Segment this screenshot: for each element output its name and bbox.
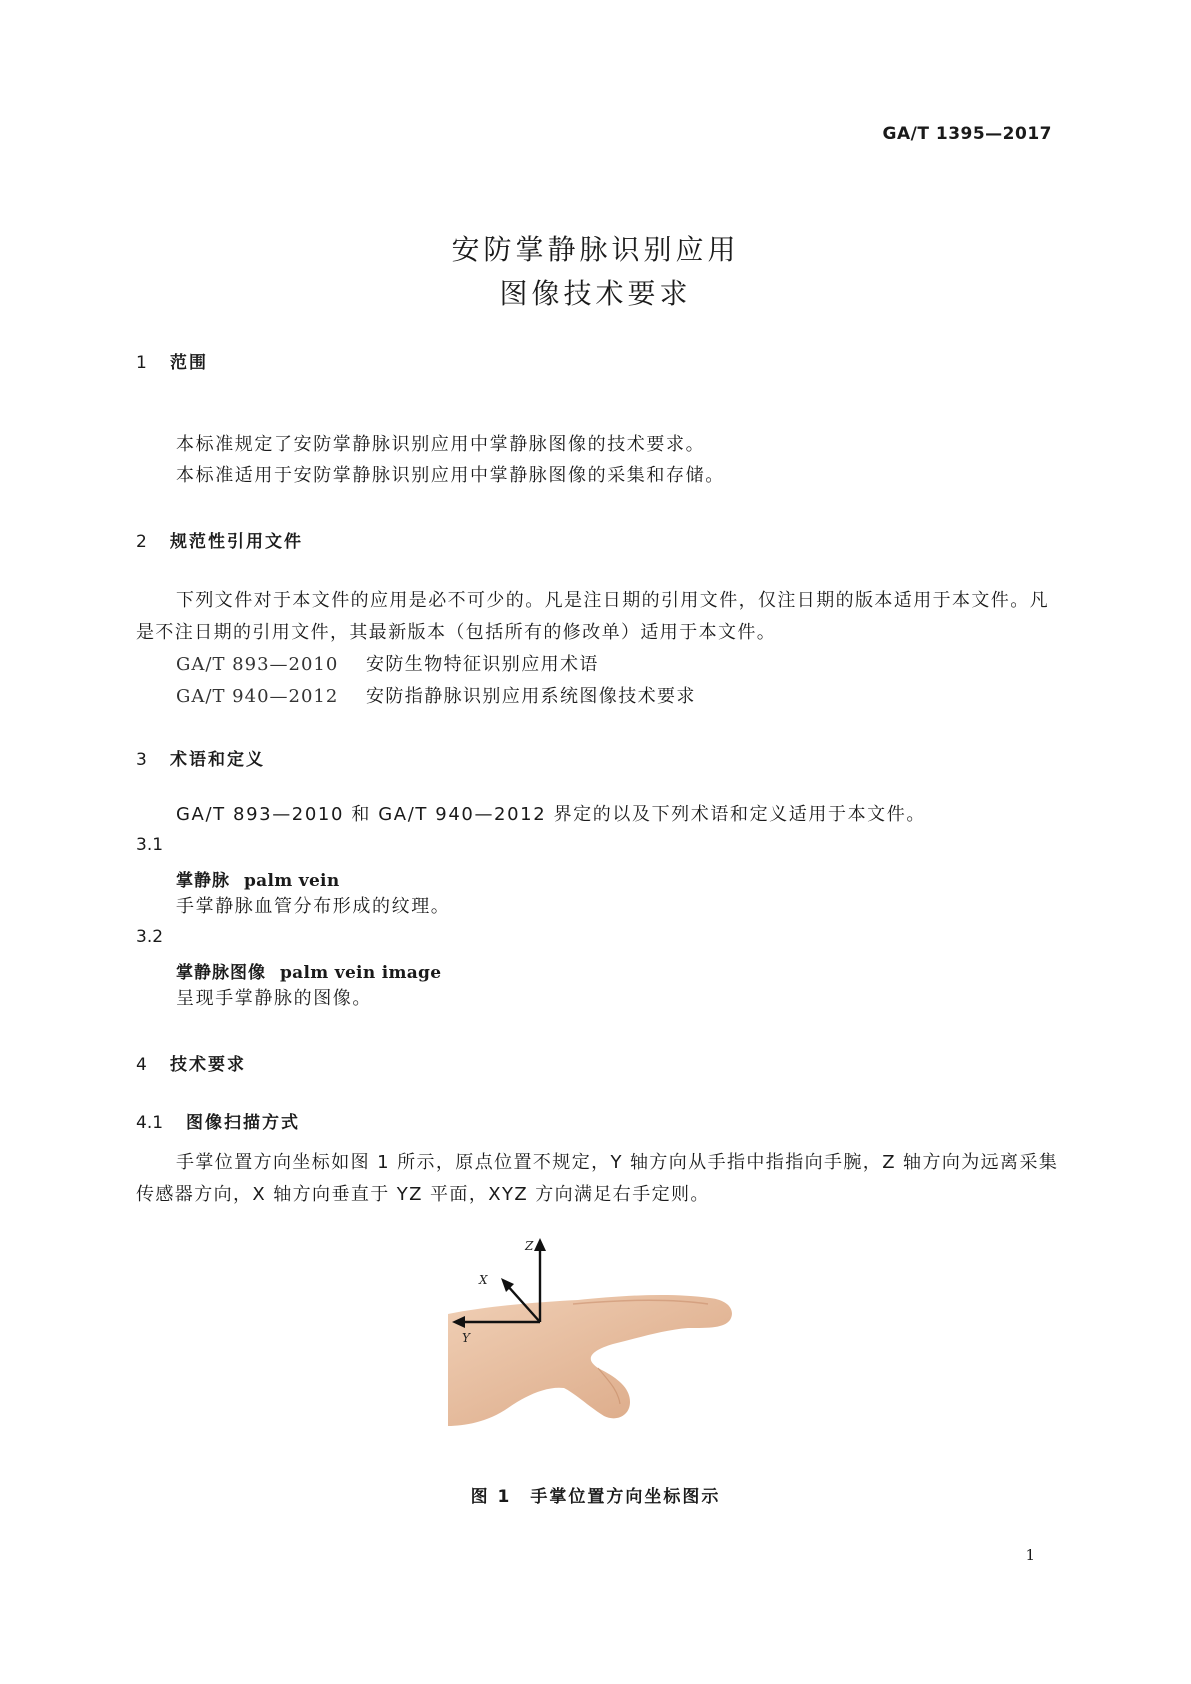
section-number: 1: [136, 353, 147, 373]
subsection-4-1-heading: [136, 1108, 300, 1133]
term-heading: [176, 866, 339, 891]
page-number: 1: [1025, 1546, 1035, 1564]
term-number: 3.1: [136, 835, 164, 855]
section-number: 3: [136, 750, 147, 770]
term-definition: 呈现手掌静脉的图像。: [176, 988, 372, 1009]
x-axis-label: X: [479, 1273, 488, 1287]
section-number: 4: [136, 1055, 147, 1075]
section-2-intro-text: 下列文件对于本文件的应用是必不可少的。凡是注日期的引用文件，仅注日期的版本适用于本文件。凡是不注日期的引用文件，其最新版本（包括所有的修改单）适用于本文件。: [136, 590, 1049, 643]
reference-code: GA/T 893—2010: [176, 654, 339, 675]
reference-code: GA/T 940—2012: [176, 686, 339, 707]
section-3-intro: GA/T 893—2010 和 GA/T 940—2012 界定的以及下列术语和定义适用于本文件。: [176, 804, 926, 825]
section-title: 规范性引用文件: [170, 532, 303, 552]
reference-title: 安防指静脉识别应用系统图像技术要求: [366, 686, 696, 707]
document-title-line-1: 安防掌静脉识别应用: [451, 233, 740, 266]
standard-code: GA/T 1395—2017: [882, 124, 1052, 144]
term-en: palm vein: [244, 871, 340, 891]
section-4-heading: [136, 1050, 246, 1075]
term-heading: [176, 958, 441, 983]
subsection-number: 4.1: [136, 1113, 164, 1133]
section-title: 范围: [170, 353, 208, 373]
section-2-heading: [136, 527, 303, 552]
z-axis-arrow: [534, 1238, 546, 1251]
section-1-paragraph-2: 本标准适用于安防掌静脉识别应用中掌静脉图像的采集和存储。: [176, 465, 725, 486]
reference-item: [176, 650, 599, 676]
subsection-title: 图像扫描方式: [186, 1113, 300, 1133]
section-3-heading: [136, 745, 265, 770]
subsection-4-1-paragraph: [136, 1147, 1060, 1211]
section-1-paragraph-1: 本标准规定了安防掌静脉识别应用中掌静脉图像的技术要求。: [176, 434, 706, 455]
z-axis-label: Z: [525, 1239, 534, 1253]
document-title-line-2: 图像技术要求: [499, 277, 692, 310]
section-title: 术语和定义: [170, 750, 265, 770]
term-en: palm vein image: [280, 963, 442, 983]
palm-coordinate-figure: [448, 1218, 748, 1428]
term-zh: 掌静脉图像: [176, 963, 266, 983]
y-axis-label: Y: [462, 1331, 470, 1345]
section-1-heading: [136, 348, 208, 373]
section-title: 技术要求: [170, 1055, 246, 1075]
term-number: 3.2: [136, 927, 164, 947]
reference-item: [176, 682, 696, 708]
section-number: 2: [136, 532, 147, 552]
subsection-4-1-text: 手掌位置方向坐标如图 1 所示，原点位置不规定，Y 轴方向从手指中指指向手腕，Z 轴方向为远离采集传感器方向，X 轴方向垂直于 YZ 平面，XYZ 方向满足右手定则。: [136, 1152, 1059, 1205]
figure-caption: 图 1 手掌位置方向坐标图示: [470, 1487, 721, 1507]
section-2-intro: [136, 585, 1060, 649]
term-zh: 掌静脉: [176, 871, 230, 891]
term-definition: 手掌静脉血管分布形成的纹理。: [176, 896, 451, 917]
reference-title: 安防生物特征识别应用术语: [366, 654, 599, 675]
